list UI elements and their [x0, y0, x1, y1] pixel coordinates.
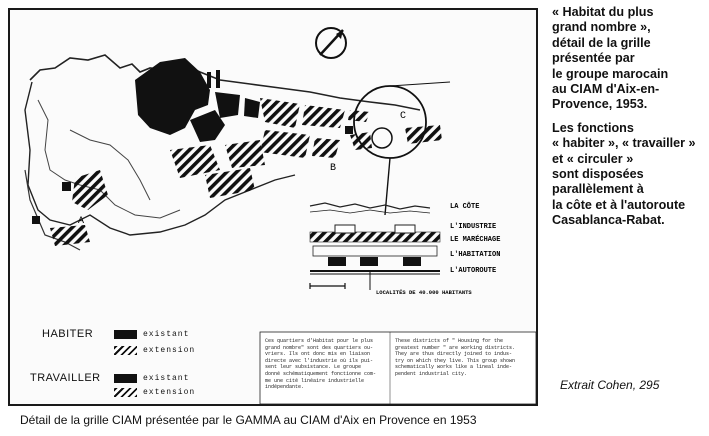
legend-travailler-extension-label: extension — [143, 388, 196, 397]
grid-plate — [8, 8, 538, 406]
map-label-c: C — [400, 111, 407, 122]
diagram-row-autoroute: L'AUTOROUTE — [450, 267, 497, 275]
extension-zones — [50, 98, 442, 246]
legend-habiter-extension-swatch — [114, 346, 137, 355]
north-arrow-icon — [316, 28, 346, 58]
diagram-row-cote: LA CÔTE — [450, 203, 480, 211]
map-label-b: B — [330, 163, 337, 174]
notes-french: Ces quartiers d'Habitat pour le plus grand nombre" sont des quartiers ou- vriers. Ils ont donc mis en liaison directe avec l'industrie où ils pui- sent leur subsistance. Le groupe donné schématiquement fonctionne com- me une cité linéaire industrielle indépendante. — [265, 338, 377, 391]
diagram-row-industrie: L'INDUSTRIE — [450, 223, 497, 231]
diagram-row-habitation: L'HABITATION — [450, 251, 501, 259]
legend-travailler-extension-swatch — [114, 388, 137, 397]
credit: Extrait Cohen, 295 — [560, 378, 660, 392]
section-diagram — [310, 201, 500, 296]
sidebar-paragraph-1: « Habitat du plus grand nombre », détail de la grille présentée par le groupe marocain au CIAM d'Aix-en- Provence, 1953. — [552, 5, 669, 112]
legend-travailler-existant-swatch — [114, 374, 137, 383]
diagram-scale-note: LOCALITÉS DE 40.000 HABITANTS — [376, 289, 472, 296]
legend-travailler-title: TRAVAILLER — [30, 372, 101, 384]
legend-habiter-title: HABITER — [42, 328, 94, 340]
zoom-circle — [354, 86, 426, 158]
legend-habiter-existant-label: existant — [143, 330, 190, 339]
figure-caption: Détail de la grille CIAM présentée par le GAMMA au CIAM d'Aix en Provence en 1953 — [20, 413, 477, 427]
sidebar-paragraph-2: Les fonctions « habiter », « travailler » et « circuler » sont disposées parallèlement à la côte et à l'autoroute Casablanca-Rabat. — [552, 120, 696, 228]
legend-habiter-extension-label: extension — [143, 346, 196, 355]
notes-english: These districts of " Housing for the greatest number " are working districts. They are thus directly joined to indus- try on which they live. This group shown schematically works like a lineal inde- pendent industrial city. — [395, 338, 516, 377]
legend-habiter-existant-swatch — [114, 330, 137, 339]
diagram-row-marechage: LE MARÉCHAGE — [450, 236, 501, 244]
legend-travailler-existant-label: existant — [143, 374, 190, 383]
map-label-a: A — [78, 216, 85, 227]
sidebar-text — [552, 5, 704, 237]
